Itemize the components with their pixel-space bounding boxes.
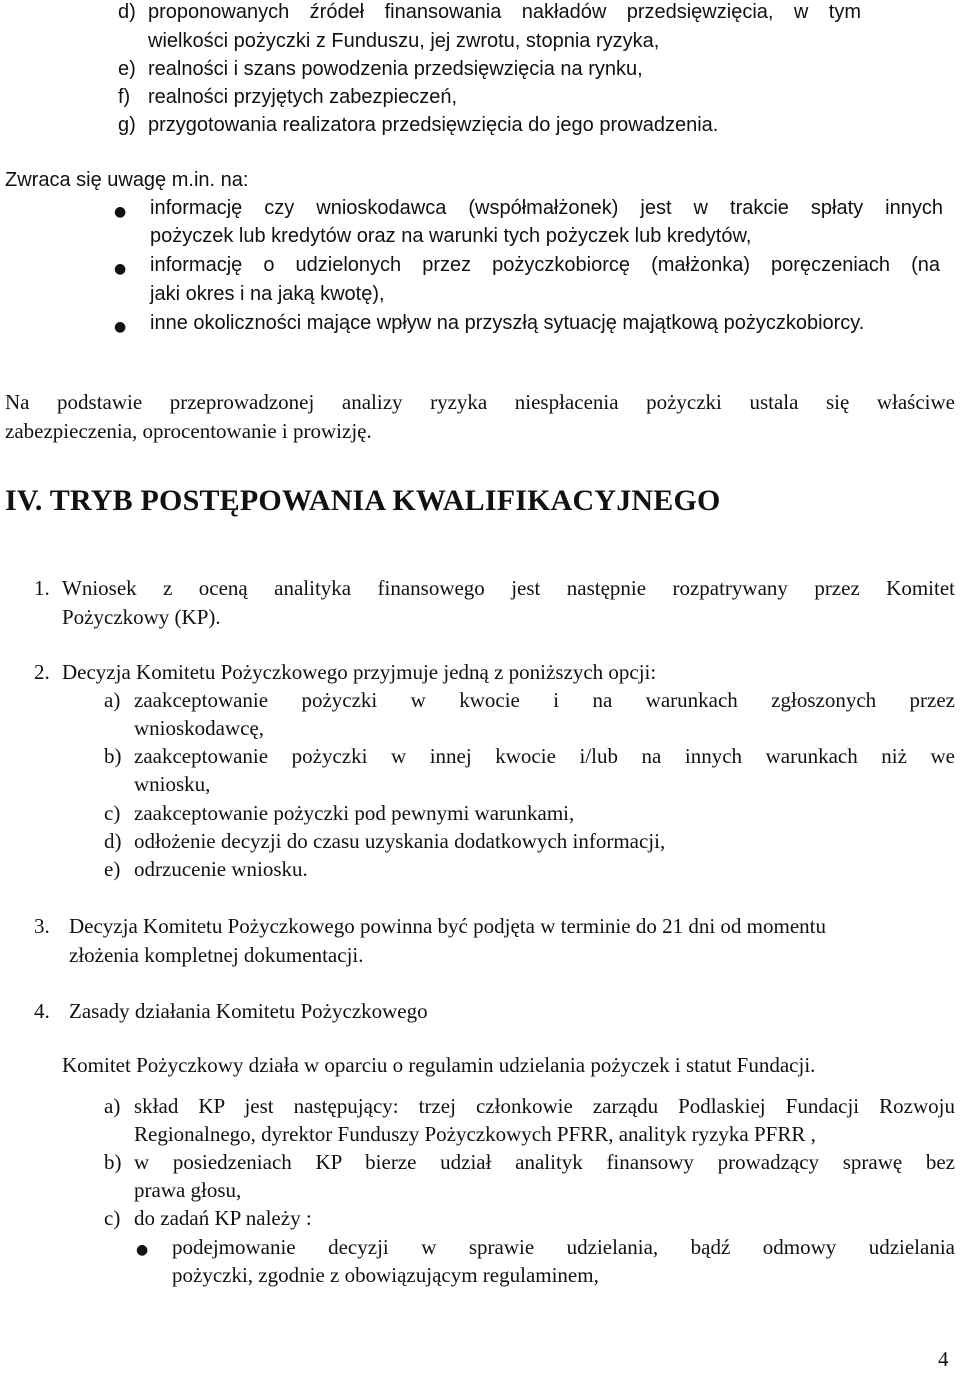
option-text: zaakceptowanie pożyczki pod pewnymi warunkami, — [134, 801, 575, 825]
committee-marker: c) — [104, 1206, 121, 1230]
option-text: wniosku, — [134, 772, 211, 796]
bullet-text: jaki okres i na jaką kwotę), — [150, 283, 385, 305]
item-number: 4. — [34, 999, 50, 1023]
bullet-icon: ● — [114, 319, 127, 335]
item-text: Decyzja Komitetu Pożyczkowego powinna być podjęta w terminie do 21 dni od momentu — [69, 914, 826, 938]
list-marker: f) — [118, 86, 131, 108]
committee-text: do zadań KP należy : — [134, 1206, 312, 1230]
list-marker: e) — [118, 58, 136, 80]
bullet-icon: ● — [114, 204, 127, 220]
list-item-text: proponowanych źródeł finansowania nakładów przedsięwzięcia, w tym — [148, 1, 861, 23]
item-number: 3. — [34, 914, 50, 938]
section-heading: IV. TRYB POSTĘPOWANIA KWALIFIKACYJNEGO — [5, 484, 721, 517]
bullet-text: informację o udzielonych przez pożyczkobiorcę (małżonka) poręczeniach (na — [150, 254, 940, 276]
item-number: 1. — [34, 576, 50, 600]
option-marker: a) — [104, 688, 121, 712]
list-item-text: realności przyjętych zabezpieczeń, — [148, 86, 458, 108]
list-item-text: wielkości pożyczki z Funduszu, jej zwrotu, stopnia ryzyka, — [148, 30, 660, 52]
option-text: odłożenie decyzji do czasu uzyskania dodatkowych informacji, — [134, 829, 666, 853]
bullet-text: inne okoliczności mające wpływ na przyszłą sytuację majątkową pożyczkobiorcy. — [150, 312, 865, 334]
option-text: odrzucenie wniosku. — [134, 857, 308, 881]
item-text: złożenia kompletnej dokumentacji. — [69, 943, 364, 967]
item-number: 2. — [34, 660, 50, 684]
committee-text: skład KP jest następujący: trzej członkowie zarządu Podlaskiej Fundacji Rozwoju — [134, 1094, 955, 1118]
option-marker: b) — [104, 744, 122, 768]
committee-text: w posiedzeniach KP bierze udział analityk finansowy prowadzący sprawę bez — [134, 1150, 955, 1174]
bullet-icon: ● — [136, 1242, 149, 1258]
list-marker: g) — [118, 114, 136, 136]
item-text: Zasady działania Komitetu Pożyczkowego — [69, 999, 428, 1023]
option-marker: d) — [104, 829, 122, 853]
committee-text: Regionalnego, dyrektor Funduszy Pożyczkowych PFRR, analityk ryzyka PFRR , — [134, 1122, 816, 1146]
list-item-text: przygotowania realizatora przedsięwzięcia do jego prowadzenia. — [148, 114, 719, 136]
committee-marker: a) — [104, 1094, 121, 1118]
committee-text: prawa głosu, — [134, 1178, 242, 1202]
list-marker: d) — [118, 1, 136, 23]
bullet-text: pożyczek lub kredytów oraz na warunki tych pożyczek lub kredytów, — [150, 225, 752, 247]
item-text: Decyzja Komitetu Pożyczkowego przyjmuje jedną z poniższych opcji: — [62, 660, 657, 684]
bullet-icon: ● — [114, 261, 127, 277]
option-marker: c) — [104, 801, 121, 825]
item-text: Pożyczkowy (KP). — [62, 605, 221, 629]
bullet-text: pożyczki, zgodnie z obowiązującym regulaminem, — [172, 1263, 599, 1287]
committee-paragraph: Komitet Pożyczkowy działa w oparciu o regulamin udzielania pożyczek i statut Fundacji. — [62, 1053, 816, 1077]
list-item-text: realności i szans powodzenia przedsięwzięcia na rynku, — [148, 58, 643, 80]
option-text: zaakceptowanie pożyczki w innej kwocie i/lub na innych warunkach niż we — [134, 744, 955, 768]
bullet-text: informację czy wnioskodawca (współmałżonek) jest w trakcie spłaty innych — [150, 197, 943, 219]
bullet-text: podejmowanie decyzji w sprawie udzielania, bądź odmowy udzielania — [172, 1235, 955, 1259]
item-text: Wniosek z oceną analityka finansowego jest następnie rozpatrywany przez Komitet — [62, 576, 955, 600]
option-text: wnioskodawcę, — [134, 716, 265, 740]
option-text: zaakceptowanie pożyczki w kwocie i na warunkach zgłoszonych przez — [134, 688, 955, 712]
attention-intro: Zwraca się uwagę m.in. na: — [5, 169, 249, 191]
committee-marker: b) — [104, 1150, 122, 1174]
option-marker: e) — [104, 857, 121, 881]
page-number: 4 — [938, 1347, 949, 1371]
